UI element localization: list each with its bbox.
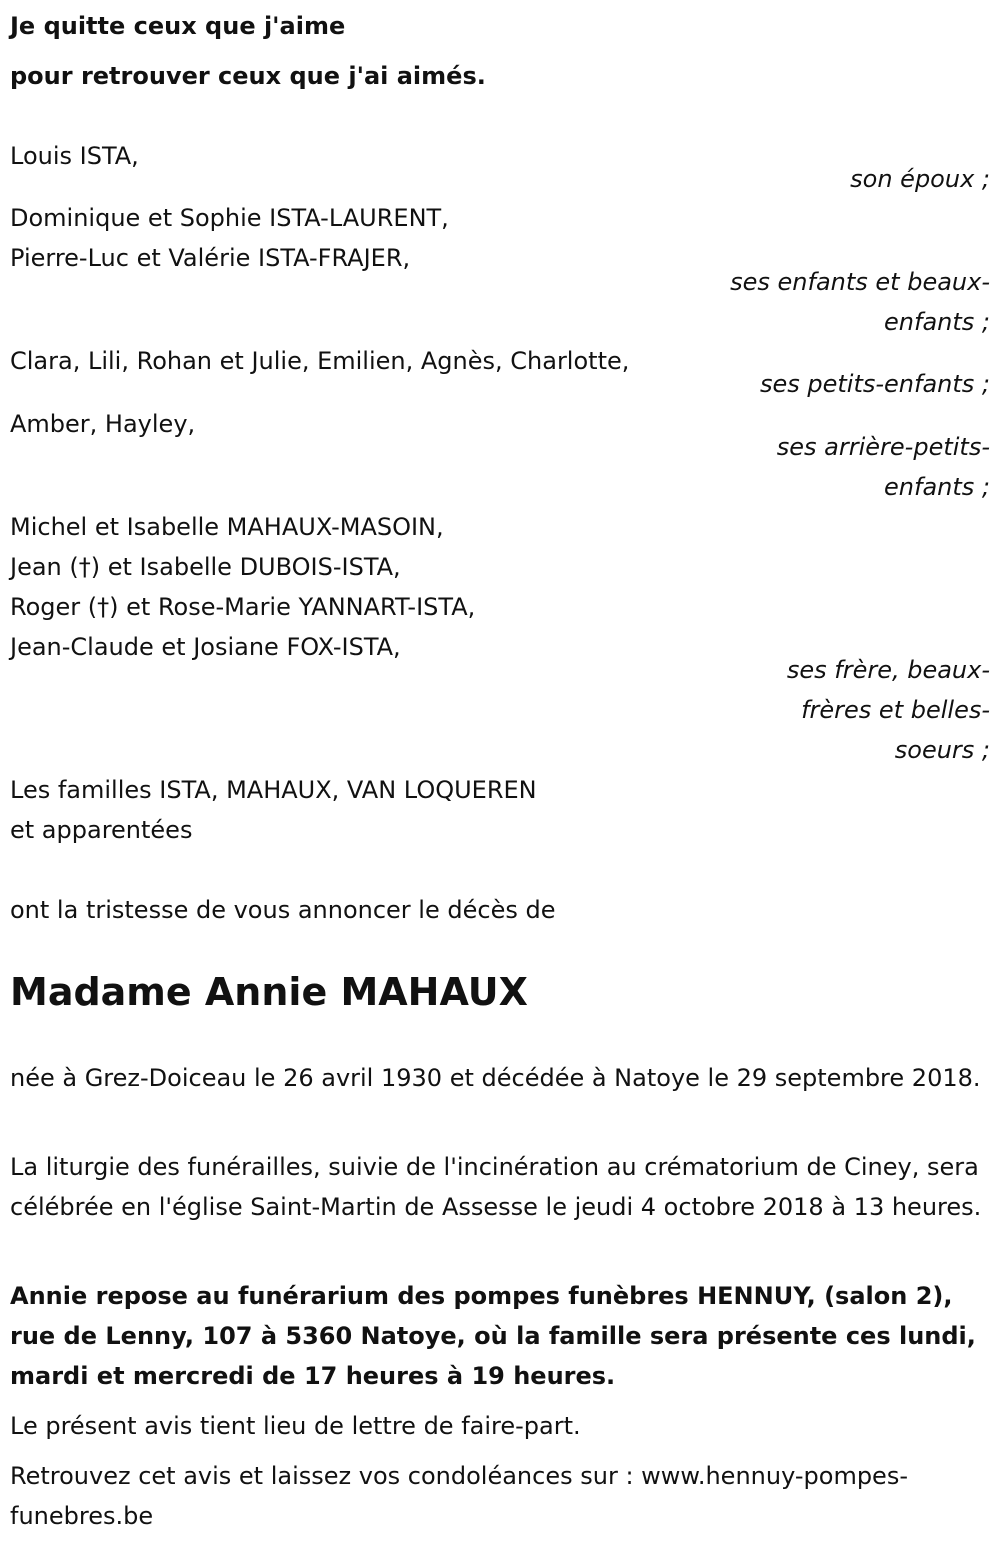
family-group-relatives — [10, 770, 990, 850]
relation-great-grandchildren: ses arrière-petits-enfants ; — [776, 433, 990, 501]
notice-text: Le présent avis tient lieu de lettre de faire-part. — [10, 1412, 581, 1440]
visitation-paragraph — [10, 1276, 990, 1396]
family-name: et apparentées — [10, 816, 193, 844]
relation-siblings: ses frère, beaux-frères et belles-soeurs ; — [786, 656, 990, 764]
family-name: Michel et Isabelle MAHAUX-MASOIN, — [10, 513, 444, 541]
relation-spouse: son époux ; — [850, 165, 990, 193]
announcement — [10, 890, 990, 930]
epigraph-line-1: Je quitte ceux que j'aime — [10, 12, 346, 40]
family-name: Les familles ISTA, MAHAUX, VAN LOQUEREN — [10, 776, 537, 804]
relation-grandchildren: ses petits-enfants ; — [759, 370, 990, 398]
family-name: Jean (†) et Isabelle DUBOIS-ISTA, — [10, 553, 401, 581]
epigraph-line-2: pour retrouver ceux que j'ai aimés. — [10, 62, 486, 90]
deceased-name: Madame Annie MAHAUX — [10, 970, 528, 1014]
condolences-paragraph — [10, 1456, 990, 1536]
family-name: Louis ISTA, — [10, 142, 139, 170]
notice-paragraph — [10, 1406, 990, 1446]
family-name: Amber, Hayley, — [10, 410, 196, 438]
visitation-text: Annie repose au funérarium des pompes funèbres HENNUY, (salon 2), rue de Lenny, 107 à 5360 Natoye, où la famille sera présente ces lundi, mardi et mercredi de 17 heures à 19 heures. — [10, 1282, 976, 1390]
family-name: Jean-Claude et Josiane FOX-ISTA, — [10, 633, 401, 661]
announcement-text: ont la tristesse de vous annoncer le décès de — [10, 896, 556, 924]
family-name: Clara, Lili, Rohan et Julie, Emilien, Agnès, Charlotte, — [10, 347, 630, 375]
family-name: Dominique et Sophie ISTA-LAURENT, — [10, 204, 449, 232]
family-group-siblings — [10, 507, 990, 667]
birth-death-paragraph — [10, 1058, 990, 1098]
birth-death-text: née à Grez-Doiceau le 26 avril 1930 et décédée à Natoye le 29 septembre 2018. — [10, 1064, 981, 1092]
family-name: Pierre-Luc et Valérie ISTA-FRAJER, — [10, 244, 411, 272]
condolences-text: Retrouvez cet avis et laissez vos condoléances sur : www.hennuy-pompes-funebres.be — [10, 1462, 908, 1530]
epigraph — [10, 6, 990, 46]
relation-children: ses enfants et beaux-enfants ; — [730, 268, 990, 336]
epigraph-second — [10, 56, 990, 96]
family-name: Roger (†) et Rose-Marie YANNART-ISTA, — [10, 593, 476, 621]
funeral-text: La liturgie des funérailles, suivie de l'incinération au crématorium de Ciney, sera célébrée en l'église Saint-Martin de Assesse le jeudi 4 octobre 2018 à 13 heures. — [10, 1153, 982, 1221]
funeral-paragraph — [10, 1147, 990, 1227]
